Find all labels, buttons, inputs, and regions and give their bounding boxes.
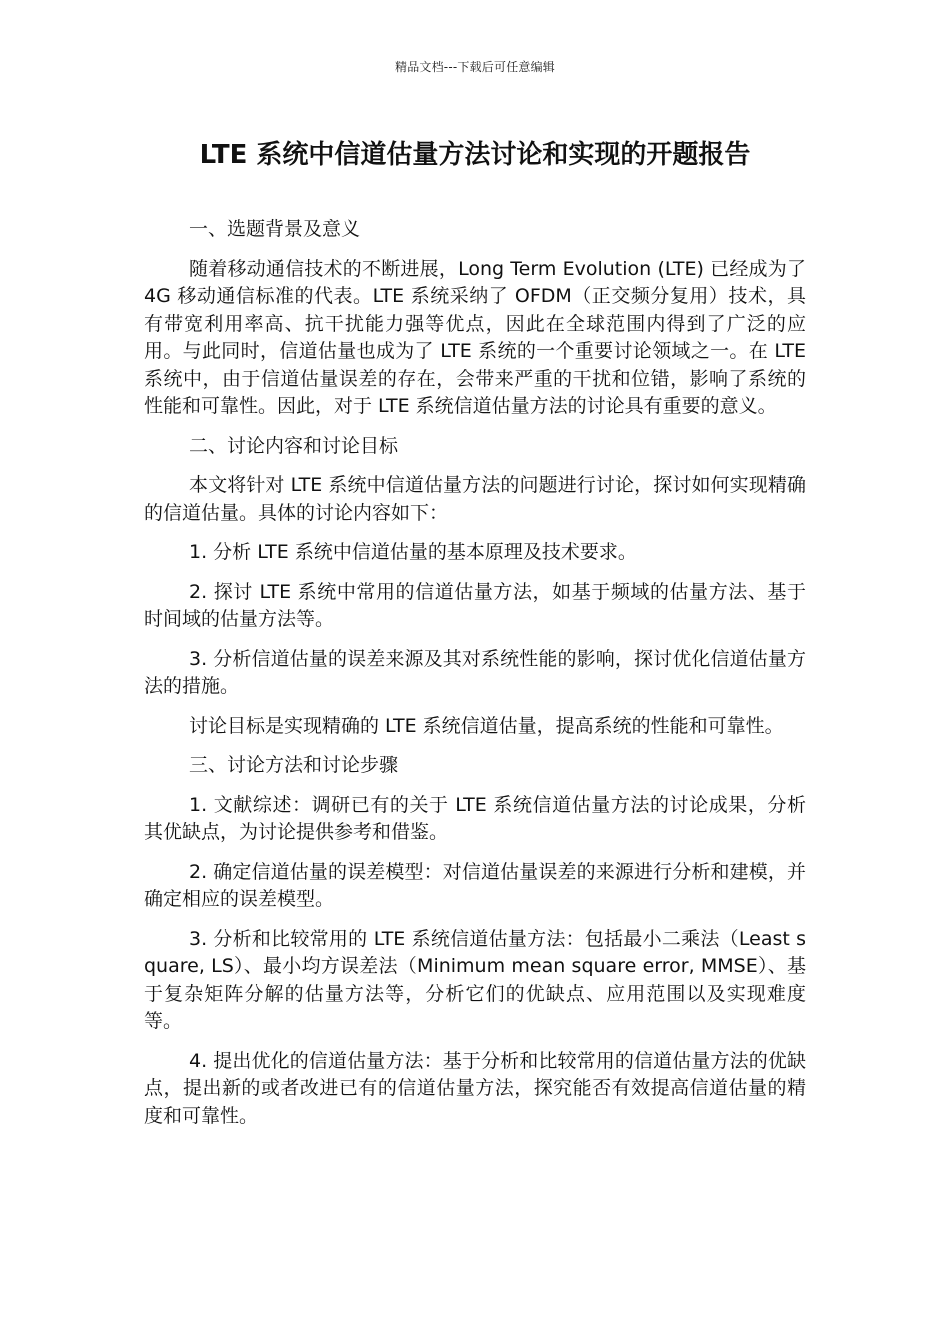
list-item-method-3: 3. 分析和比较常用的 LTE 系统信道估量方法：包括最小二乘法（Least square, LS）、最小均方误差法（Minimum mean square error, MMSE）、基于复杂矩阵分解的估量方法等，分析它们的优缺点、应用范围以及实现难度等。 — [144, 927, 806, 1032]
list-item-content-3: 3. 分析信道估量的误差来源及其对系统性能的影响，探讨优化信道估量方法的措施。 — [144, 647, 806, 697]
document-title: LTE 系统中信道估量方法讨论和实现的开题报告 — [199, 140, 751, 170]
section-heading-background: 一、选题背景及意义 — [189, 218, 361, 240]
header-note: 精品文档---下载后可任意编辑 — [395, 60, 555, 74]
list-item-content-1: 1. 分析 LTE 系统中信道估量的基本原理及技术要求。 — [189, 541, 637, 563]
paragraph-goal: 讨论目标是实现精确的 LTE 系统信道估量，提高系统的性能和可靠性。 — [189, 714, 784, 737]
document-body — [144, 216, 806, 1142]
list-item-method-2: 2. 确定信道估量的误差模型：对信道估量误差的来源进行分析和建模，并确定相应的误差模型。 — [144, 860, 806, 910]
paragraph-background: 随着移动通信技术的不断进展，Long Term Evolution (LTE) 已经成为了 4G 移动通信标准的代表。LTE 系统采纳了 OFDM（正交频分复用）技术，具有带宽利用率高、抗干扰能力强等优点，因此在全球范围内得到了广泛的应用。与此同时，信道估量也成为了 LTE 系统的一个重要讨论领域之一。在 LTE 系统中，由于信道估量误差的存在，会带来严重的干扰和位错，影响了系统的性能和可靠性。因此，对于 LTE 系统信道估量方法的讨论具有重要的意义。 — [144, 257, 806, 417]
list-item-content-2: 2. 探讨 LTE 系统中常用的信道估量方法，如基于频域的估量方法、基于时间域的估量方法等。 — [144, 580, 806, 630]
section-heading-content-goals: 二、讨论内容和讨论目标 — [189, 434, 399, 457]
section-heading-methods: 三、讨论方法和讨论步骤 — [189, 754, 399, 776]
list-item-method-1: 1. 文献综述：调研已有的关于 LTE 系统信道估量方法的讨论成果，分析其优缺点，为讨论提供参考和借鉴。 — [144, 793, 806, 843]
paragraph-content-intro: 本文将针对 LTE 系统中信道估量方法的问题进行讨论，探讨如何实现精确的信道估量。具体的讨论内容如下： — [144, 474, 806, 524]
list-item-method-4: 4. 提出优化的信道估量方法：基于分析和比较常用的信道估量方法的优缺点，提出新的或者改进已有的信道估量方法，探究能否有效提高信道估量的精度和可靠性。 — [144, 1049, 806, 1127]
